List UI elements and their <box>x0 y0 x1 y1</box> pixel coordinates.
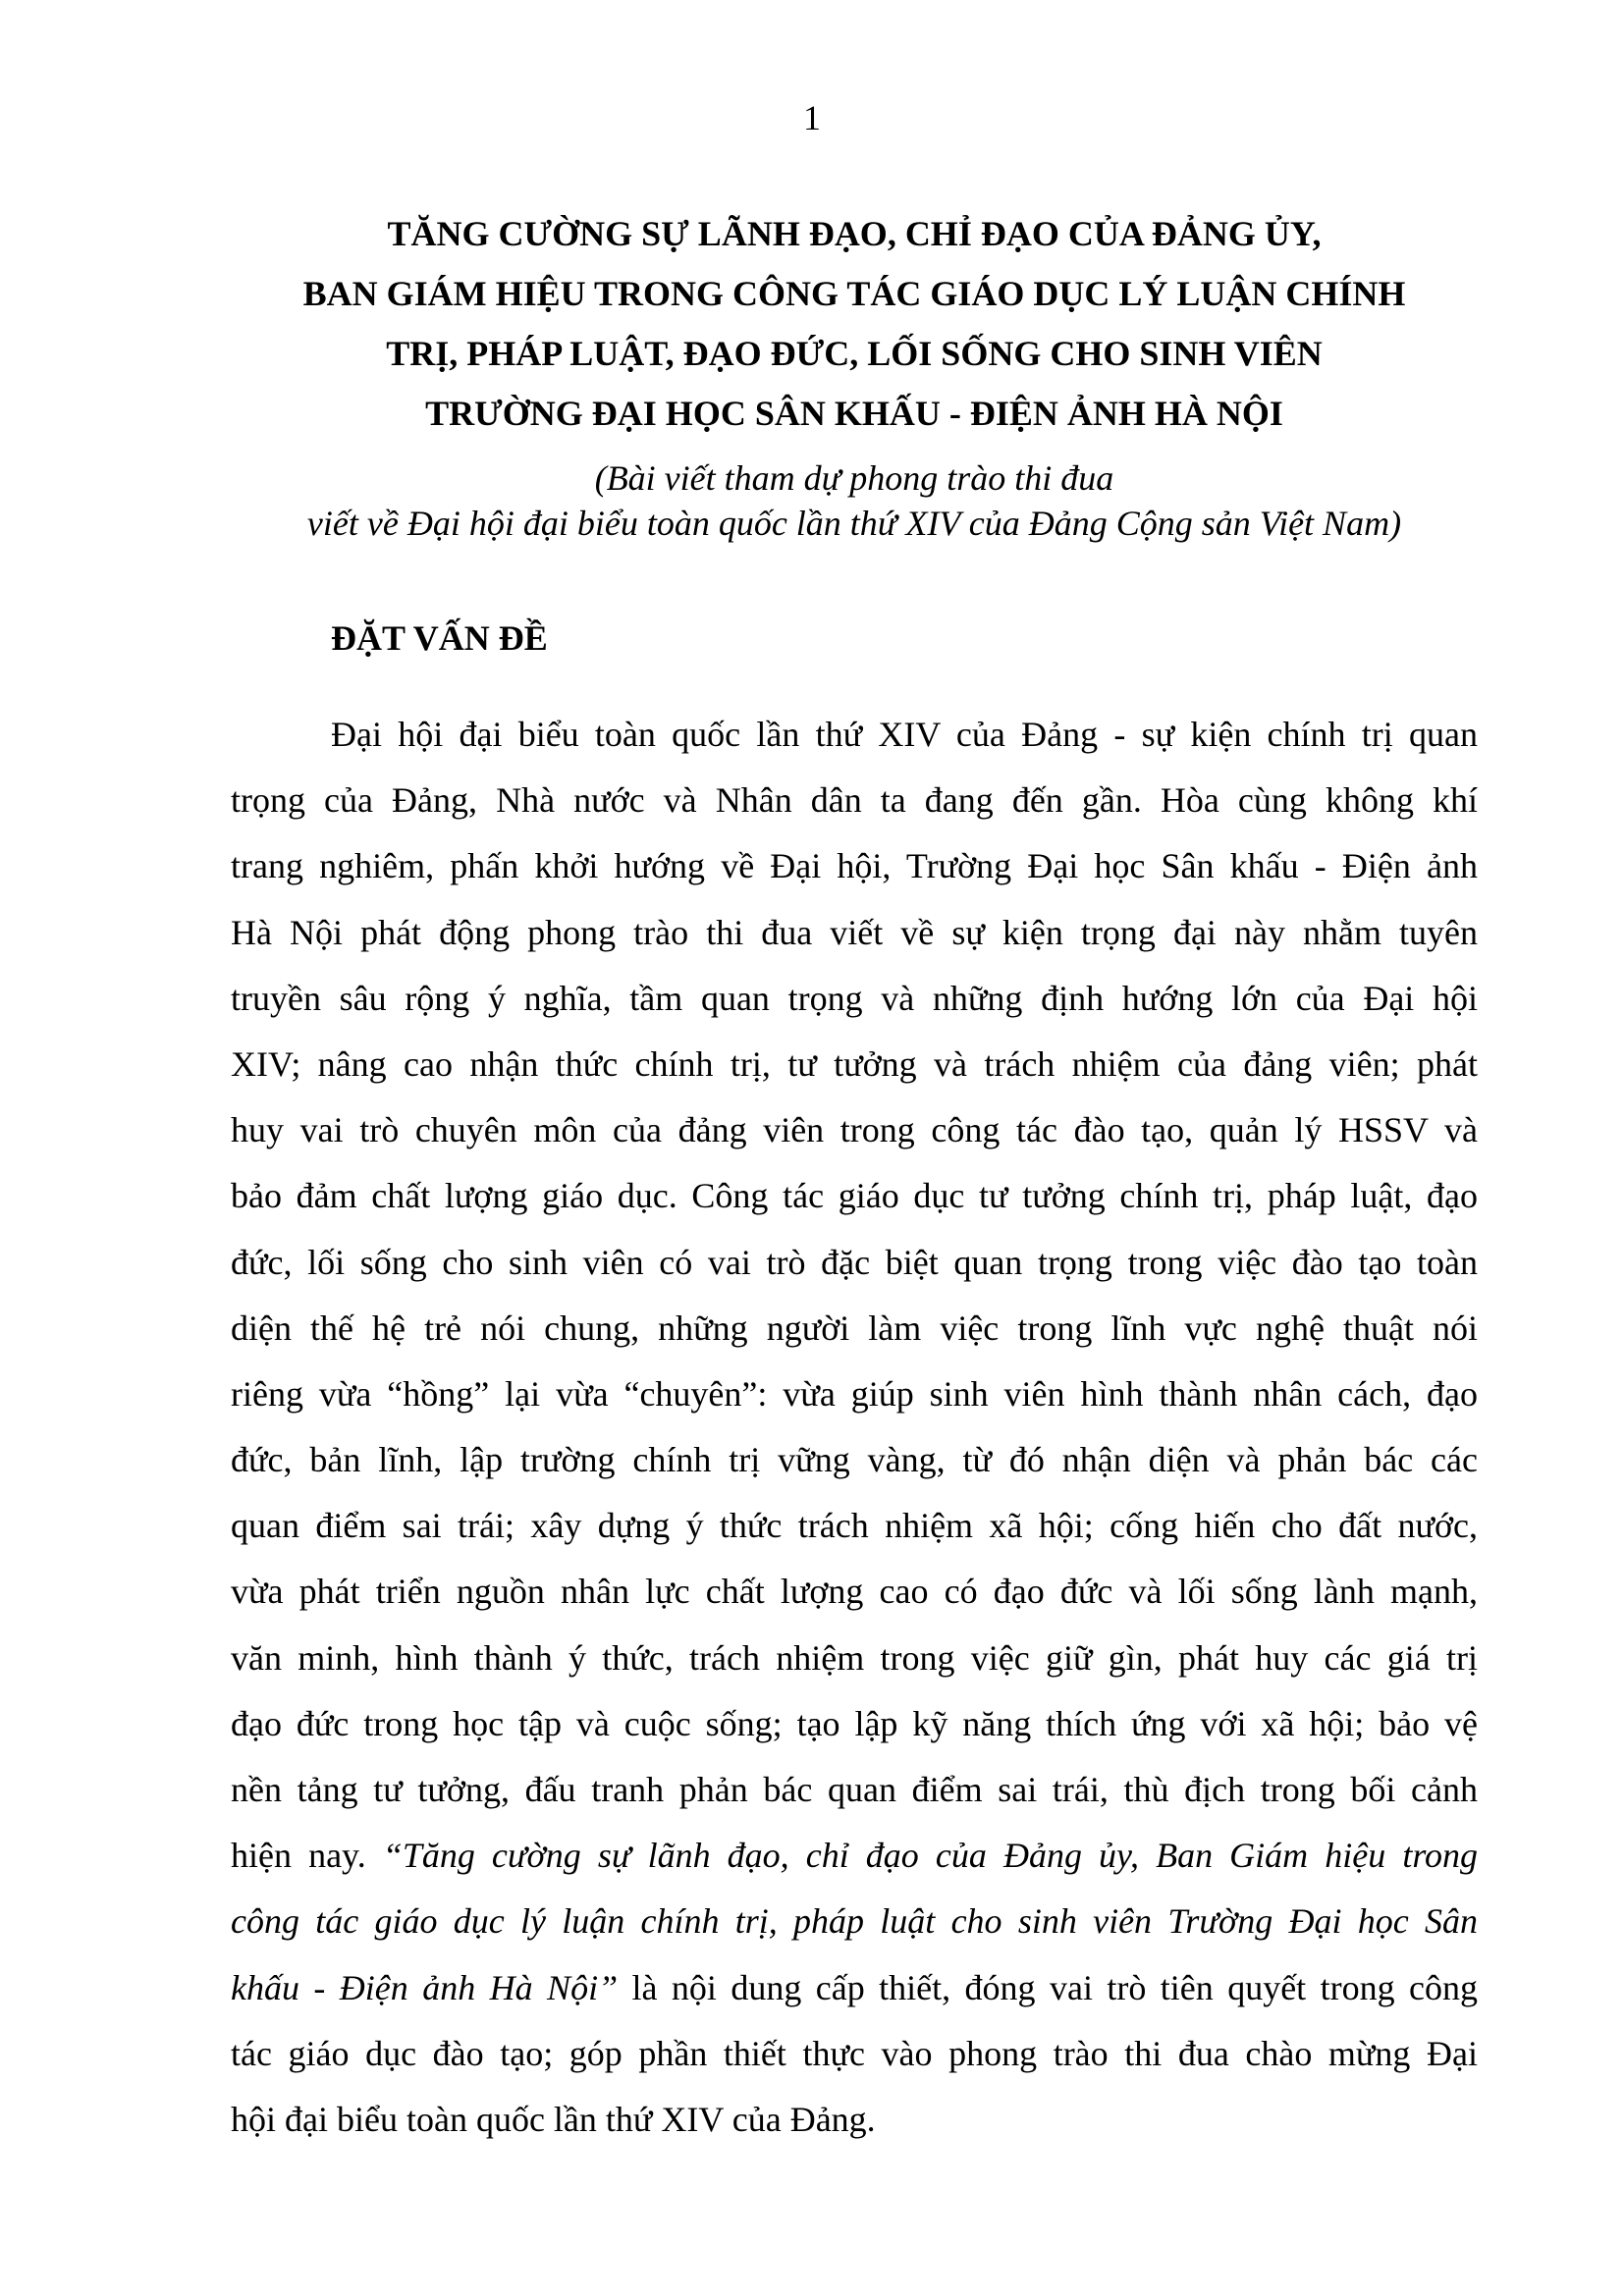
paragraph-line: XIV; nâng cao nhận thức chính trị, tư tưởng và trách nhiệm của đảng viên; phát <box>231 1043 1478 1084</box>
quoted-title: công tác giáo dục lý luận chính trị, pháp luật cho sinh viên Trường Đại học Sân <box>231 1901 1478 1942</box>
paragraph-line: đạo đức trong học tập và cuộc sống; tạo lập kỹ năng thích ứng với xã hội; bảo vệ <box>231 1703 1478 1743</box>
paragraph-line <box>231 1889 1478 1954</box>
paragraph-line: truyền sâu rộng ý nghĩa, tầm quan trọng và những định hướng lớn của Đại hội <box>231 978 1478 1018</box>
title-line: TĂNG CƯỜNG SỰ LÃNH ĐẠO, CHỈ ĐẠO CỦA ĐẢNG ỦY, <box>387 214 1322 253</box>
paragraph-line: Hà Nội phát động phong trào thi đua viết về sự kiện trọng đại này nhằm tuyên <box>231 912 1478 952</box>
section-heading: ĐẶT VẤN ĐỀ <box>331 618 548 658</box>
paragraph-line: tác giáo dục đào tạo; góp phần thiết thực vào phong trào thi đua chào mừng Đại <box>231 2033 1478 2073</box>
title-line: TRƯỜNG ĐẠI HỌC SÂN KHẤU - ĐIỆN ẢNH HÀ NỘI <box>425 394 1283 433</box>
paragraph-line: đức, bản lĩnh, lập trường chính trị vững vàng, từ đó nhận diện và phản bác các <box>231 1440 1478 1480</box>
paragraph-line: nền tảng tư tưởng, đấu tranh phản bác quan điểm sai trái, thù địch trong bối cảnh <box>231 1770 1478 1809</box>
paragraph-line: hội đại biểu toàn quốc lần thứ XIV của Đảng. <box>231 2099 876 2139</box>
document-title <box>226 204 1483 444</box>
page-number: 1 <box>803 98 821 137</box>
quoted-title: “Tăng cường sự lãnh đạo, chỉ đạo của Đảng ủy, Ban Giám hiệu trong <box>382 1836 1479 1876</box>
paragraph-line: bảo đảm chất lượng giáo dục. Công tác giáo dục tư tưởng chính trị, pháp luật, đạo <box>231 1176 1478 1216</box>
title-line: TRỊ, PHÁP LUẬT, ĐẠO ĐỨC, LỐI SỐNG CHO SINH VIÊN <box>386 334 1323 373</box>
document-subtitle <box>226 455 1483 546</box>
title-line: BAN GIÁM HIỆU TRONG CÔNG TÁC GIÁO DỤC LÝ LUẬN CHÍNH <box>302 274 1406 313</box>
plain-text: là nội dung cấp thiết, đóng vai trò tiên quyết trong công <box>618 1967 1478 2007</box>
subtitle-line: (Bài viết tham dự phong trào thi đua <box>594 458 1114 498</box>
paragraph-line <box>231 1955 1478 2021</box>
paragraph-line: huy vai trò chuyên môn của đảng viên trong công tác đào tạo, quản lý HSSV và <box>231 1110 1478 1150</box>
paragraph-line: Đại hội đại biểu toàn quốc lần thứ XIV của Đảng - sự kiện chính trị quan <box>331 715 1478 754</box>
paragraph-line: quan điểm sai trái; xây dựng ý thức trách nhiệm xã hội; cống hiến cho đất nước, <box>231 1506 1478 1546</box>
paragraph-line: vừa phát triển nguồn nhân lực chất lượng cao có đạo đức và lối sống lành mạnh, <box>231 1572 1478 1612</box>
body-paragraph <box>231 702 1478 2153</box>
quoted-title: khấu - Điện ảnh Hà Nội” <box>231 1967 619 2007</box>
paragraph-line: văn minh, hình thành ý thức, trách nhiệm trong việc giữ gìn, phát huy các giá trị <box>231 1637 1478 1678</box>
paragraph-line: riêng vừa “hồng” lại vừa “chuyên”: vừa giúp sinh viên hình thành nhân cách, đạo <box>231 1373 1478 1414</box>
paragraph-line: trang nghiêm, phấn khởi hướng về Đại hội, Trường Đại học Sân khấu - Điện ảnh <box>231 846 1478 886</box>
plain-text: hiện nay. <box>231 1836 383 1876</box>
paragraph-line: trọng của Đảng, Nhà nước và Nhân dân ta đang đến gần. Hòa cùng không khí <box>231 780 1478 821</box>
paragraph-line: diện thế hệ trẻ nói chung, những người làm việc trong lĩnh vực nghệ thuật nói <box>231 1308 1478 1348</box>
subtitle-line: viết về Đại hội đại biểu toàn quốc lần thứ XIV của Đảng Cộng sản Việt Nam) <box>306 504 1402 543</box>
paragraph-line: đức, lối sống cho sinh viên có vai trò đặc biệt quan trọng trong việc đào tạo toàn <box>231 1242 1478 1282</box>
paragraph-line <box>231 1823 1478 1889</box>
